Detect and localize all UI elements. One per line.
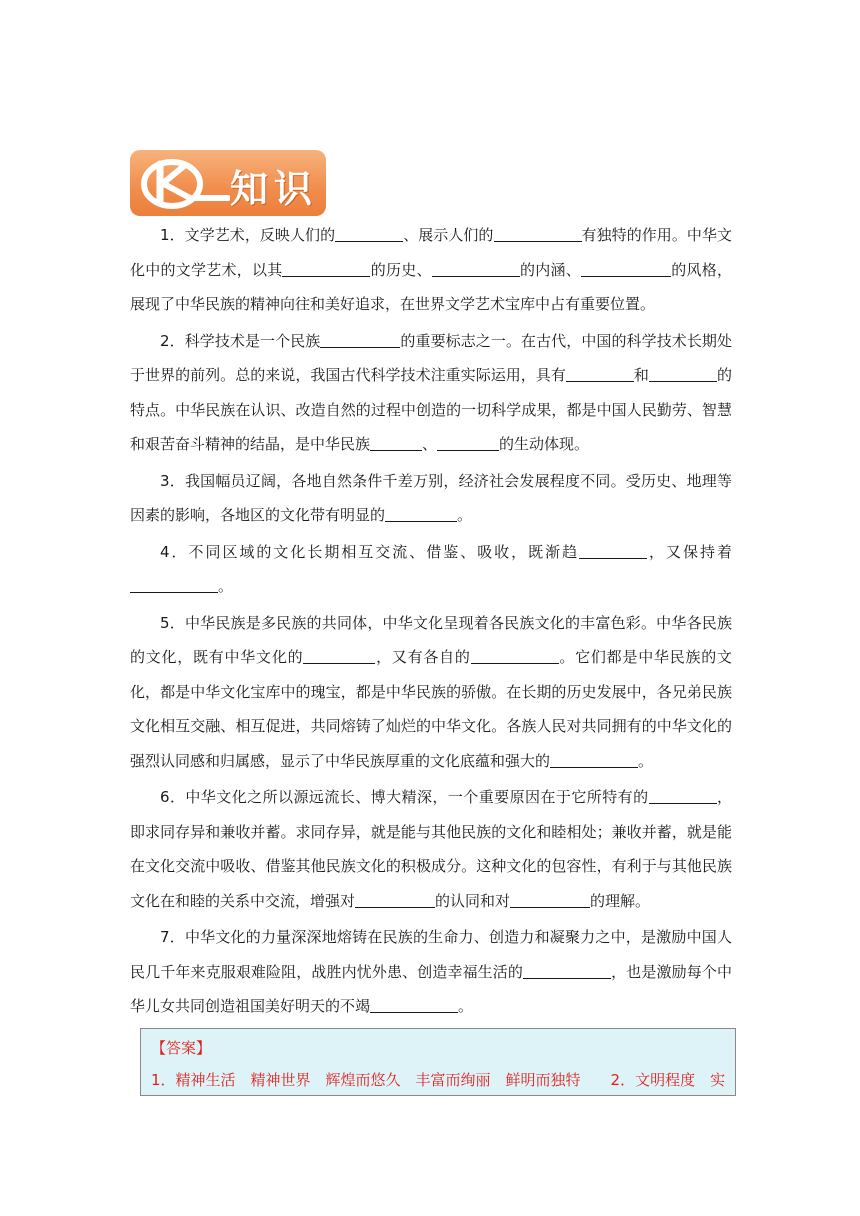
answer-title: 【答案】: [151, 1039, 212, 1057]
fill-blank[interactable]: [335, 225, 403, 242]
text: 。: [218, 577, 234, 595]
fill-blank[interactable]: [385, 505, 457, 522]
answer-box: [140, 1028, 736, 1096]
paragraph-4: [130, 535, 732, 604]
text: 、展示人们的: [403, 226, 494, 244]
fill-blank[interactable]: [437, 434, 499, 451]
text: ，也是激励每个中华儿女共同创造祖国美好明天的不竭: [130, 962, 732, 1015]
fill-blank[interactable]: [581, 260, 671, 277]
paragraph-1: [130, 218, 732, 322]
text: 的生动体现。: [499, 435, 590, 453]
text: 的内涵、: [519, 260, 581, 279]
text: 5．中华民族是多民族的共同体，中华文化呈现着各民族文化的丰富色彩。中华各民族的文化，既有中华文化的: [130, 613, 732, 666]
text: 和: [633, 366, 649, 384]
text: 的理解。: [590, 891, 651, 910]
text: 。: [638, 751, 654, 770]
fill-blank[interactable]: [370, 434, 422, 451]
text: 3．我国幅员辽阔，各地自然条件千差万别，经济社会发展程度不同。受历史、地理等因素的影响，各地区的文化带有明显的: [130, 471, 732, 524]
fill-blank[interactable]: [494, 225, 582, 242]
text: 的特点。中华民族在认识、改造自然的过程中创造的一切科学成果，都是中国人民勤劳、智慧和艰苦奋斗精神的结晶，是中华民族: [130, 366, 732, 453]
paragraph-3: [130, 464, 732, 533]
fill-blank[interactable]: [510, 891, 590, 908]
text: ，又有各自的: [375, 648, 471, 666]
text: 的重要标志之一。在古代，中国的科学技术长期处于世界的前列。总的来说，我国古代科学技术注重实际运用，具有: [130, 331, 732, 384]
fill-blank[interactable]: [550, 751, 638, 768]
fill-blank[interactable]: [355, 891, 435, 908]
fill-blank[interactable]: [579, 542, 647, 559]
fill-blank[interactable]: [566, 365, 634, 382]
fill-blank[interactable]: [320, 331, 400, 348]
answer-text: 1．精神生活 精神世界 辉煌而悠久 丰富而绚丽 鲜明而独特 2．文明程度 实: [151, 1071, 726, 1089]
text: 2．科学技术是一个民族: [160, 331, 321, 350]
text: 。: [458, 997, 474, 1015]
fill-blank[interactable]: [130, 576, 218, 593]
text: 的历史、: [370, 260, 432, 279]
knowledge-logo: [130, 150, 326, 216]
fill-blank[interactable]: [649, 787, 717, 804]
fill-blank[interactable]: [471, 647, 559, 664]
text: 1．文学艺术，反映人们的: [160, 226, 336, 244]
text: 、: [422, 435, 438, 453]
text: 有独特的作用。中华文化中的文学艺术，以其: [130, 226, 732, 279]
text: ，又保持着: [647, 542, 732, 561]
paragraph-6: [130, 780, 732, 918]
text: 的认同和对: [435, 891, 511, 910]
paragraph-5: [130, 606, 732, 779]
text: 4．不同区域的文化长期相互交流、借鉴、吸收，既渐趋: [160, 542, 580, 561]
text: 。: [457, 506, 473, 524]
text: 的风格，展现了中华民族的精神向往和美好追求，在世界文学艺术宝库中占有重要位置。: [130, 260, 732, 313]
text: 。它们都是中华民族的文化，都是中华文化宝库中的瑰宝，都是中华民族的骄傲。在长期的历史发展中，各兄弟民族文化相互交融、相互促进，共同熔铸了灿烂的中华文化。各族人民对共同拥有的中华文化的强烈认同感和归属感，显示了中华民族厚重的文化底蕴和强大的: [130, 648, 732, 770]
fill-blank[interactable]: [432, 260, 520, 277]
fill-blank[interactable]: [370, 996, 458, 1013]
logo-text: 知识: [230, 166, 319, 211]
fill-blank[interactable]: [303, 647, 375, 664]
k-logo-icon: [138, 154, 230, 212]
fill-blank[interactable]: [282, 260, 370, 277]
fill-blank[interactable]: [649, 365, 717, 382]
fill-blank[interactable]: [523, 962, 611, 979]
text: 7．中华文化的力量深深地熔铸在民族的生命力、创造力和凝聚力之中，是激励中国人民几千年来克服艰难险阻，战胜内忧外患、创造幸福生活的: [130, 928, 732, 981]
text: 6．中华文化之所以源远流长、博大精深，一个重要原因在于它所特有的: [160, 788, 649, 806]
paragraph-7: [130, 920, 732, 1024]
paragraph-2: [130, 324, 732, 462]
text: ，即求同存异和兼收并蓄。求同存异，就是能与其他民族的文化和睦相处；兼收并蓄，就是能在文化交流中吸收、借鉴其他民族文化的积极成分。这种文化的包容性，有利于与其他民族文化在和睦的关系中交流，增强对: [130, 788, 732, 910]
knowledge-content: [130, 218, 732, 1026]
